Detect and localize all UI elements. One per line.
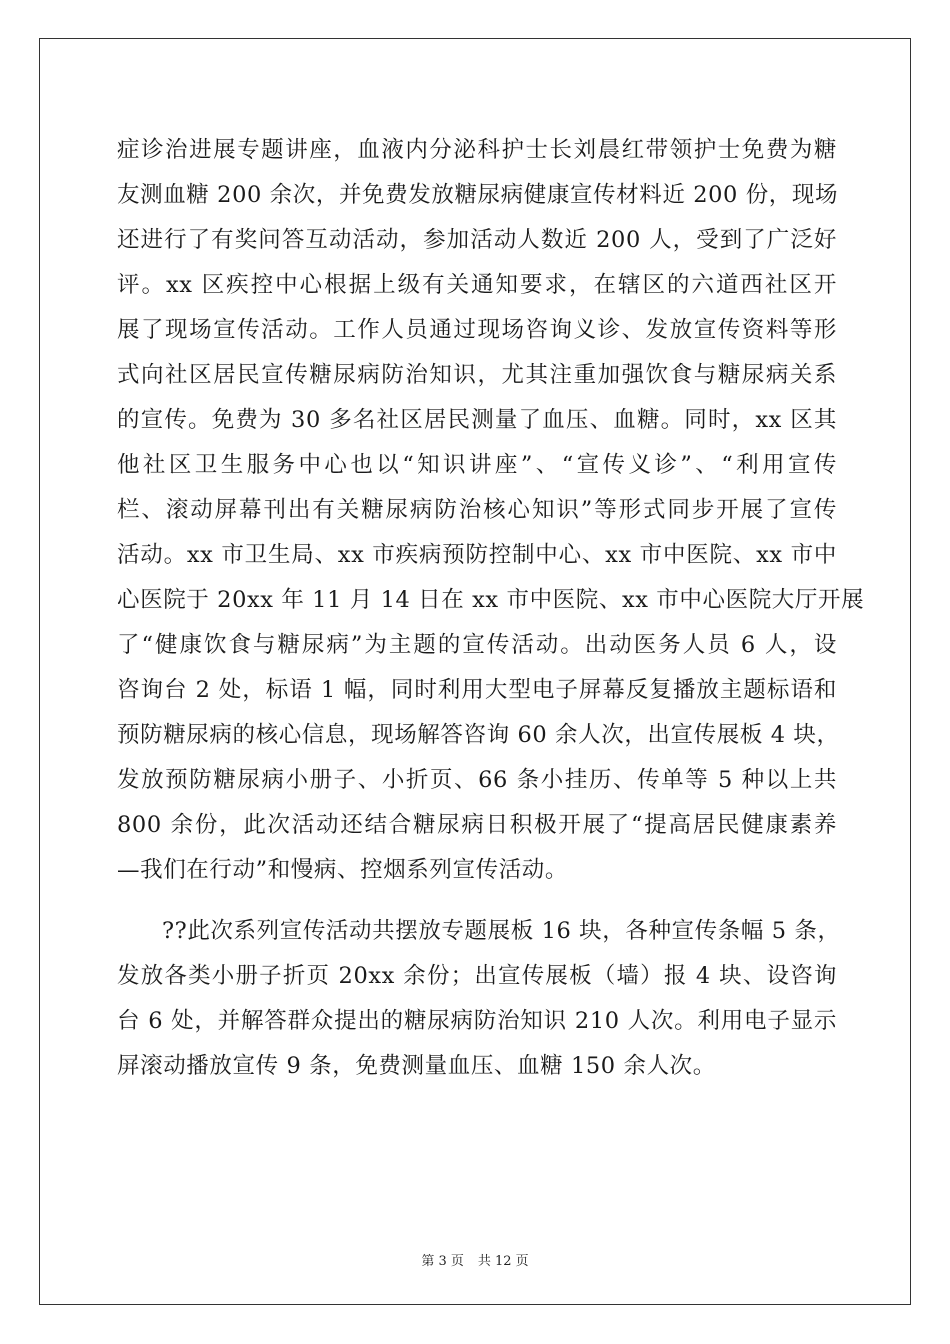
text-line: 发放各类小册子折页 20xx 余份；出宣传展板（墙）报 4 块、设咨询 xyxy=(117,963,837,989)
text-line: 台 6 处，并解答群众提出的糖尿病防治知识 210 人次。利用电子显示 xyxy=(117,1008,837,1034)
text-line: 栏、滚动屏幕刊出有关糖尿病防治核心知识”等形式同步开展了宣传 xyxy=(117,497,837,523)
paragraph-1 xyxy=(117,128,865,893)
text-line: 他社区卫生服务中心也以“知识讲座”、“宣传义诊”、“利用宣传 xyxy=(117,452,837,478)
text-line: 发放预防糖尿病小册子、小折页、66 条小挂历、传单等 5 种以上共 xyxy=(117,767,837,793)
text-line: 还进行了有奖问答互动活动，参加活动人数近 200 人，受到了广泛好 xyxy=(117,227,837,253)
text-line: 预防糖尿病的核心信息，现场解答咨询 60 余人次，出宣传展板 4 块， xyxy=(117,722,840,748)
text-line: 展了现场宣传活动。工作人员通过现场咨询义诊、发放宣传资料等形 xyxy=(117,317,837,343)
text-line: —我们在行动”和慢病、控烟系列宣传活动。 xyxy=(117,857,569,883)
text-line: 屏滚动播放宣传 9 条，免费测量血压、血糖 150 余人次。 xyxy=(117,1053,716,1079)
text-line: 了“健康饮食与糖尿病”为主题的宣传活动。出动医务人员 6 人，设 xyxy=(117,632,837,658)
paragraph-2 xyxy=(117,909,841,1089)
text-line: 活动。xx 市卫生局、xx 市疾病预防控制中心、xx 市中医院、xx 市中 xyxy=(117,542,837,568)
text-line: ??此次系列宣传活动共摆放专题展板 16 块，各种宣传条幅 5 条， xyxy=(162,918,841,944)
text-line: 式向社区居民宣传糖尿病防治知识，尤其注重加强饮食与糖尿病关系 xyxy=(117,362,837,388)
document-body xyxy=(117,128,865,1089)
page-number: 第 3 页 xyxy=(421,1254,464,1269)
text-line: 友测血糖 200 余次，并免费发放糖尿病健康宣传材料近 200 份，现场 xyxy=(117,182,839,208)
text-line: 评。xx 区疾控中心根据上级有关通知要求，在辖区的六道西社区开 xyxy=(117,272,837,298)
text-line: 800 余份，此次活动还结合糖尿病日积极开展了“提高居民健康素养 xyxy=(117,812,837,838)
text-line: 症诊治进展专题讲座，血液内分泌科护士长刘晨红带领护士免费为糖 xyxy=(117,137,837,163)
text-line: 咨询台 2 处，标语 1 幅，同时利用大型电子屏幕反复播放主题标语和 xyxy=(117,677,837,703)
page-footer xyxy=(0,1250,950,1269)
text-line: 心医院于 20xx 年 11 月 14 日在 xx 市中医院、xx 市中心医院大厅开展 xyxy=(117,587,865,613)
page-total: 共 12 页 xyxy=(477,1254,529,1269)
text-line: 的宣传。免费为 30 多名社区居民测量了血压、血糖。同时，xx 区其 xyxy=(117,407,837,433)
